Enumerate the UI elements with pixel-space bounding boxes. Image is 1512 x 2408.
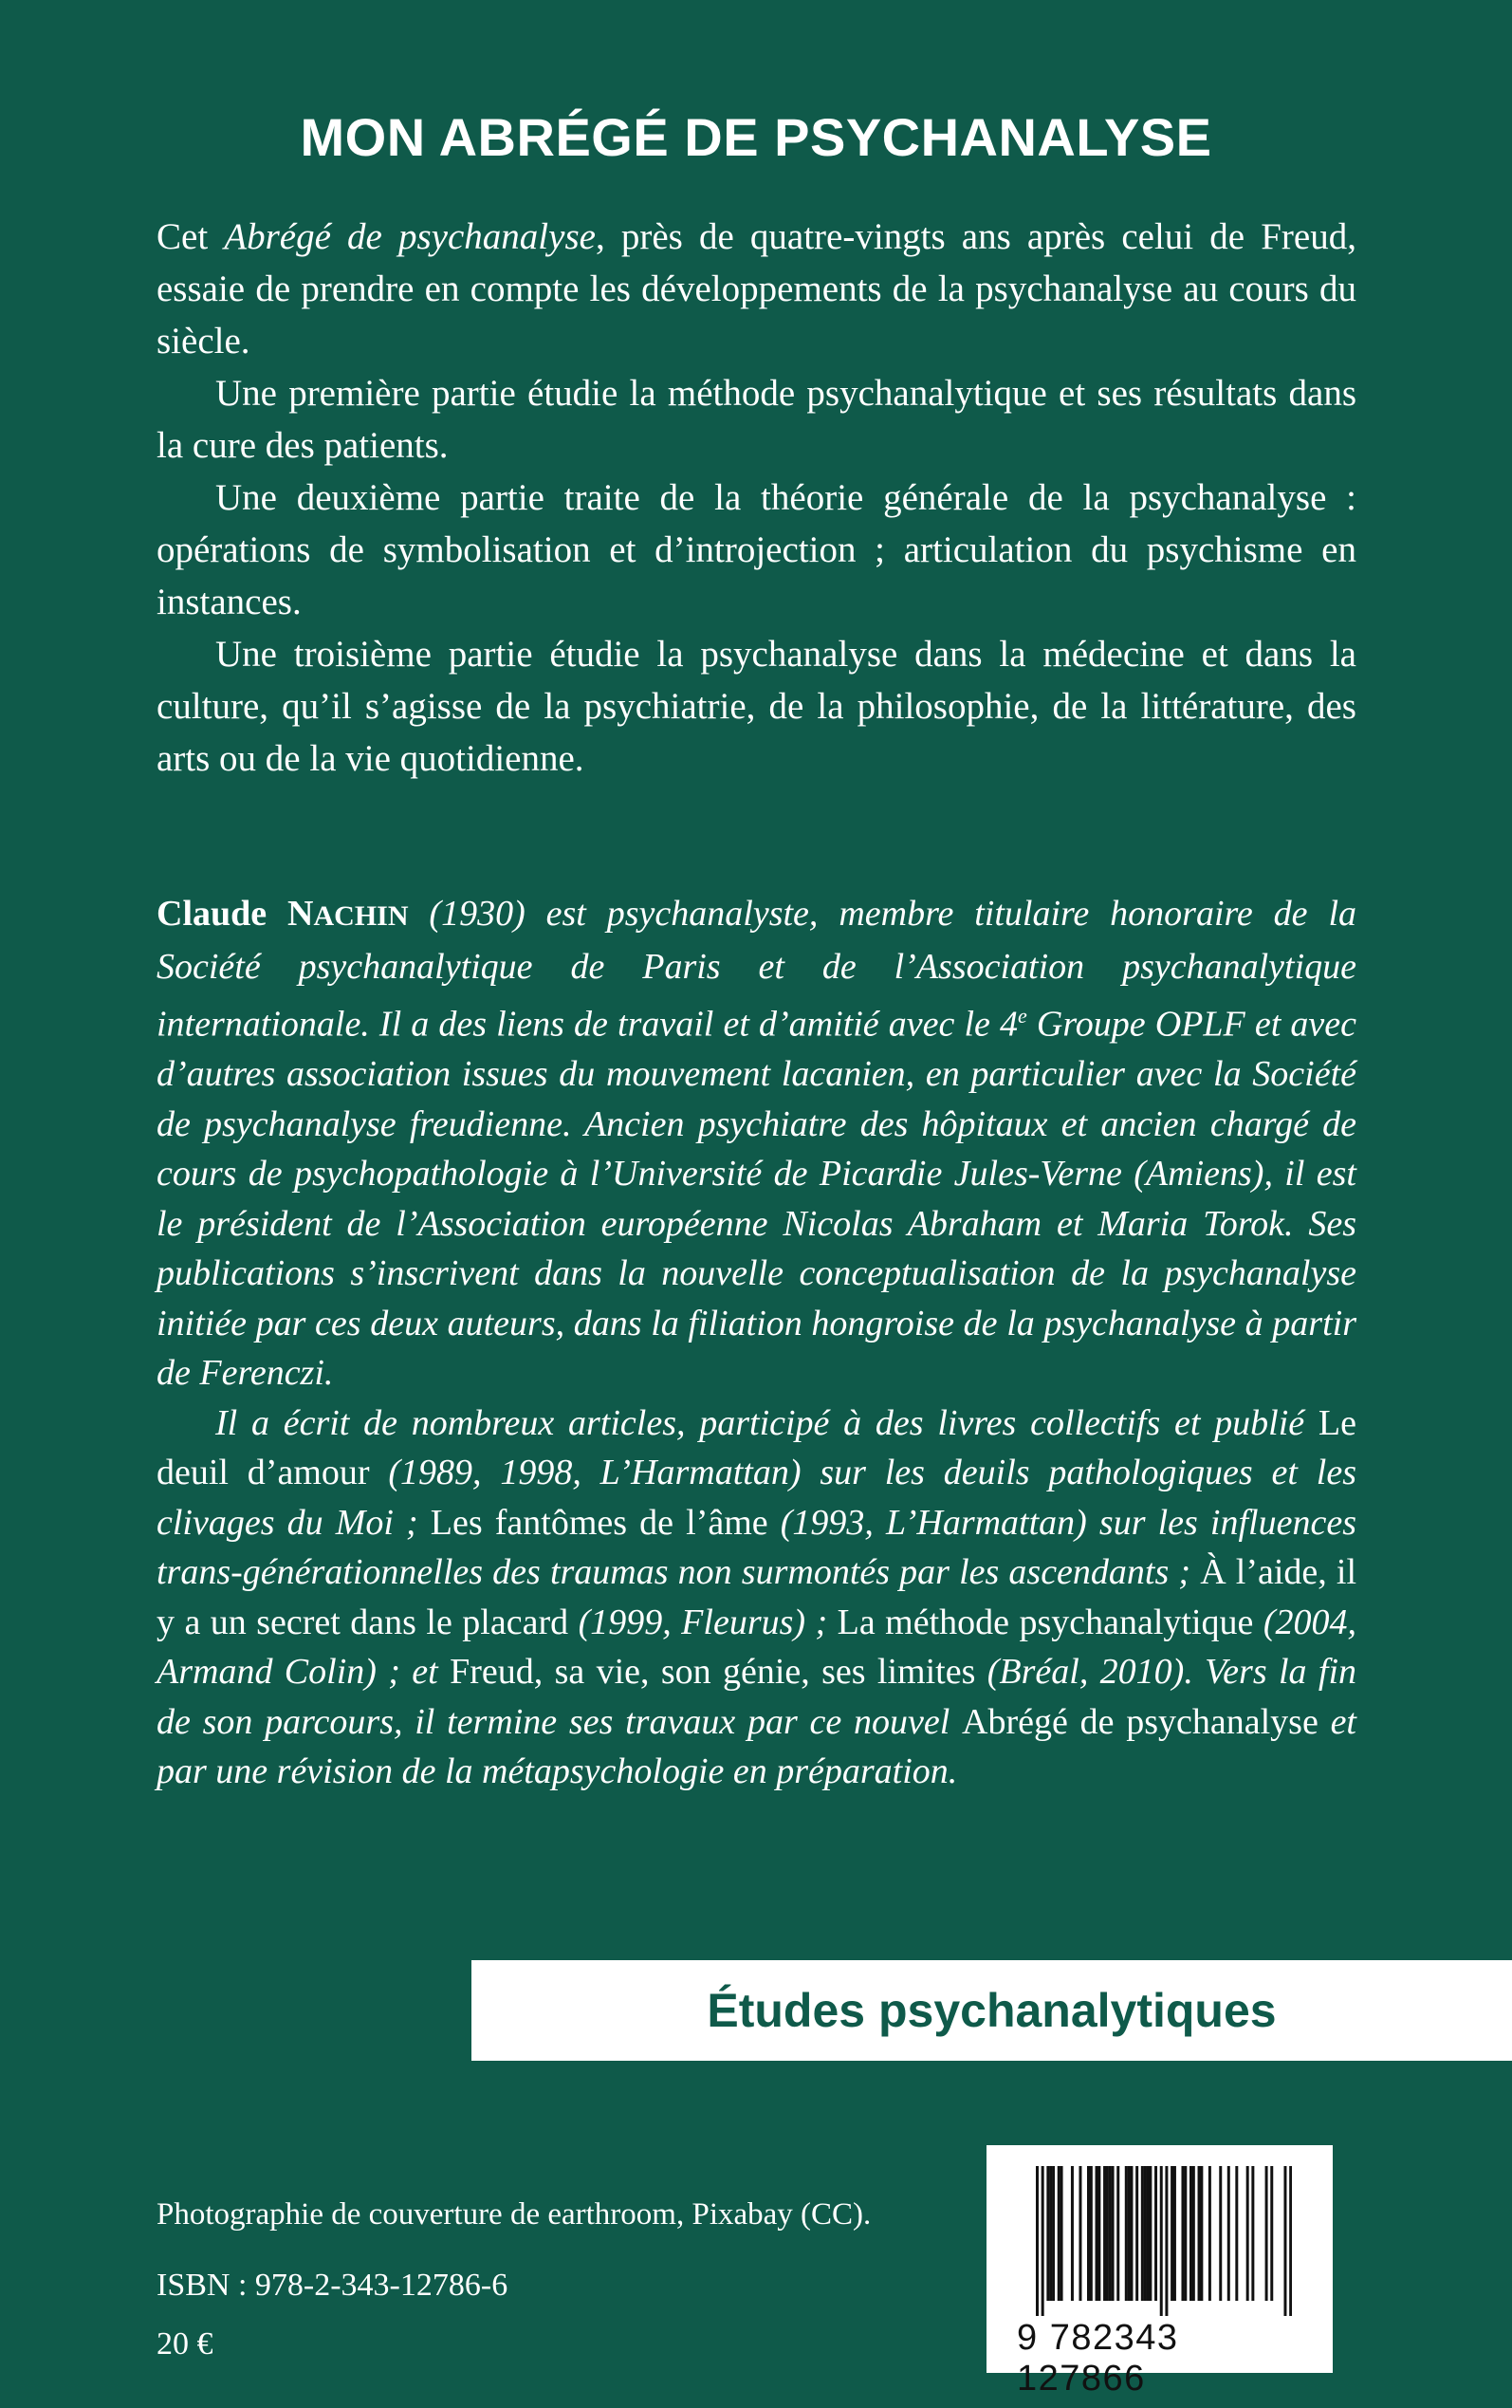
barcode-bar <box>1130 2166 1133 2301</box>
book-title-1: Le deuil d’amour <box>157 1402 1356 1493</box>
book-title-2: Les fantômes de l’âme <box>430 1502 768 1543</box>
summary-paragraph-1 <box>157 211 1356 367</box>
barcode-bar <box>1149 2166 1152 2301</box>
barcode-bar <box>1036 2166 1039 2316</box>
barcode-bar <box>1198 2166 1201 2301</box>
barcode-bar <box>1060 2166 1063 2301</box>
barcode-bar <box>1173 2166 1176 2301</box>
summary-paragraph-2: Une première partie étudie la méthode psychanalytique et ses résultats dans la cure des patients. <box>157 373 1356 466</box>
barcode-bar <box>1235 2166 1238 2301</box>
barcode-bar <box>1154 2166 1157 2301</box>
summary-p1-rest: , près de quatre-vingts ans après celui de Freud, essaie de prendre en compte les développements de la psychanalyse au cours du siècle. <box>157 216 1356 361</box>
barcode-bar <box>1184 2166 1187 2301</box>
isbn: ISBN : 978-2-343-12786-6 <box>157 2268 508 2303</box>
series-band <box>471 1960 1512 2061</box>
photo-credit: Photographie de couverture de earthroom, Pixabay (CC). <box>157 2197 872 2232</box>
barcode-bar <box>1251 2166 1254 2301</box>
barcode-bar <box>1097 2166 1100 2301</box>
bio-paragraph-2 <box>157 1398 1356 1797</box>
price: 20 € <box>157 2326 213 2362</box>
barcode-bar <box>1109 2166 1112 2301</box>
bio-p2-b: (1989, 1998, L’Harmattan) sur les deuils pathologiques et les clivages du Moi ; <box>157 1453 1356 1543</box>
barcode-bar <box>1087 2166 1090 2301</box>
barcode-bar <box>1106 2166 1109 2301</box>
barcode-bar <box>1208 2166 1211 2301</box>
barcode-bar <box>1160 2166 1163 2316</box>
barcode-bar <box>1049 2166 1052 2301</box>
barcode-bar <box>1052 2166 1055 2301</box>
barcode-bar <box>1116 2166 1119 2301</box>
bio-p2-g: et par une révision de la métapsychologie en préparation. <box>157 1701 1356 1792</box>
barcode-bar <box>1200 2166 1203 2301</box>
barcode-bar <box>1265 2166 1268 2301</box>
barcode-bar <box>1071 2166 1074 2301</box>
barcode-bar <box>1165 2166 1168 2316</box>
barcode-bar <box>1181 2166 1184 2301</box>
author-last-initial: N <box>287 894 314 934</box>
barcode <box>986 2145 1333 2399</box>
barcode-bar <box>1125 2166 1128 2301</box>
bio-p2-f: (Bréal, 2010). Vers la fin de son parcours, il termine ses travaux par ce nouvel <box>157 1652 1357 1742</box>
barcode-bar <box>1246 2166 1249 2301</box>
barcode-bar <box>1144 2166 1147 2301</box>
barcode-bar <box>1171 2166 1173 2301</box>
barcode-bar <box>1046 2166 1049 2301</box>
barcode-bar <box>1141 2166 1144 2301</box>
barcode-bar <box>1128 2166 1131 2301</box>
summary-p1-title: Abrégé de psychanalyse <box>224 216 596 257</box>
barcode-bar <box>1192 2166 1195 2301</box>
summary-paragraph-4: Une troisième partie étudie la psychanalyse dans la médecine et dans la culture, qu’il s’agisse de la psychiatrie, de la philosophie, de la littérature, des arts ou de la vie quotidienne. <box>157 634 1356 779</box>
barcode-bar <box>1096 2166 1098 2301</box>
summary-p1-lead: Cet <box>157 216 225 257</box>
author-first-name: Claude <box>157 894 288 934</box>
author-last-rest: ACHIN <box>313 900 409 932</box>
book-title-4: La méthode psychanalytique <box>837 1602 1254 1642</box>
barcode-bar <box>1058 2166 1060 2301</box>
author-bio <box>157 889 1356 1797</box>
bio-p2-a: Il a écrit de nombreux articles, participé à des livres collectifs et publié <box>215 1402 1318 1443</box>
summary-text <box>157 211 1356 785</box>
bio-p2-c: (1993, L’Harmattan) sur les influences trans-générationnelles des traumas non surmontés par les ascendants ; <box>157 1502 1356 1593</box>
bio-p2-d: (1999, Fleurus) ; <box>568 1602 838 1642</box>
barcode-bar <box>1112 2166 1115 2301</box>
book-title-6: Abrégé de psychanalyse <box>962 1701 1318 1742</box>
barcode-bar <box>1135 2166 1138 2301</box>
book-title-5: Freud, sa vie, son génie, ses limites <box>450 1652 976 1693</box>
bio-p1-a: (1930) est psychanalyste, membre titulaire honoraire de la Société psychanalytique de Paris et de l’Association psychanalytique internationale. Il a des liens de travail et d’amitié avec le 4 <box>157 894 1356 1045</box>
barcode-bar <box>1079 2166 1081 2301</box>
barcode-bar <box>1147 2166 1150 2301</box>
bio-superscript: e <box>1018 1004 1027 1028</box>
barcode-bar <box>1042 2166 1044 2316</box>
book-title: MON ABRÉGÉ DE PSYCHANALYSE <box>300 107 1212 167</box>
barcode-bar <box>1189 2166 1192 2301</box>
author-name <box>157 894 409 934</box>
barcode-bar <box>1289 2166 1292 2316</box>
barcode-bar <box>1219 2166 1222 2301</box>
barcode-bar <box>1090 2166 1093 2301</box>
book-title-3: À l’aide, il y a un secret dans le placard <box>157 1552 1356 1642</box>
bio-p1-b: Groupe OPLF et avec d’autres association issues du mouvement lacanien, en particulier avec la Société de psychanalyse freudienne. Ancien psychiatre des hôpitaux et ancien chargé de cours de psychopathologie à l’Université de Picardie Jules-Verne (Amiens), il est le président de l’Association européenne Nicolas Abraham et Maria Torok. Ses publications s’inscrivent dans la nouvelle conceptualisation de la psychanalyse initiée par ces deux auteurs, dans la filiation hongroise de la psychanalyse à partir de Ferenczi. <box>157 1004 1356 1394</box>
barcode-bar <box>1227 2166 1230 2301</box>
barcode-bar <box>1270 2166 1273 2301</box>
bio-paragraph-1 <box>157 889 1356 1398</box>
barcode-digits: 9 782343 127866 <box>1017 2318 1179 2399</box>
barcode-bar <box>1283 2166 1286 2316</box>
series-label: Études psychanalytiques <box>707 1984 1277 2037</box>
bio-p2-e: (2004, Armand Colin) ; et <box>157 1602 1357 1693</box>
barcode-bars <box>1036 2166 1292 2316</box>
summary-paragraph-3: Une deuxième partie traite de la théorie générale de la psychanalyse : opérations de symbolisation et d’introjection ; articulation du psychisme en instances. <box>157 477 1356 622</box>
barcode-bar <box>1103 2166 1106 2301</box>
